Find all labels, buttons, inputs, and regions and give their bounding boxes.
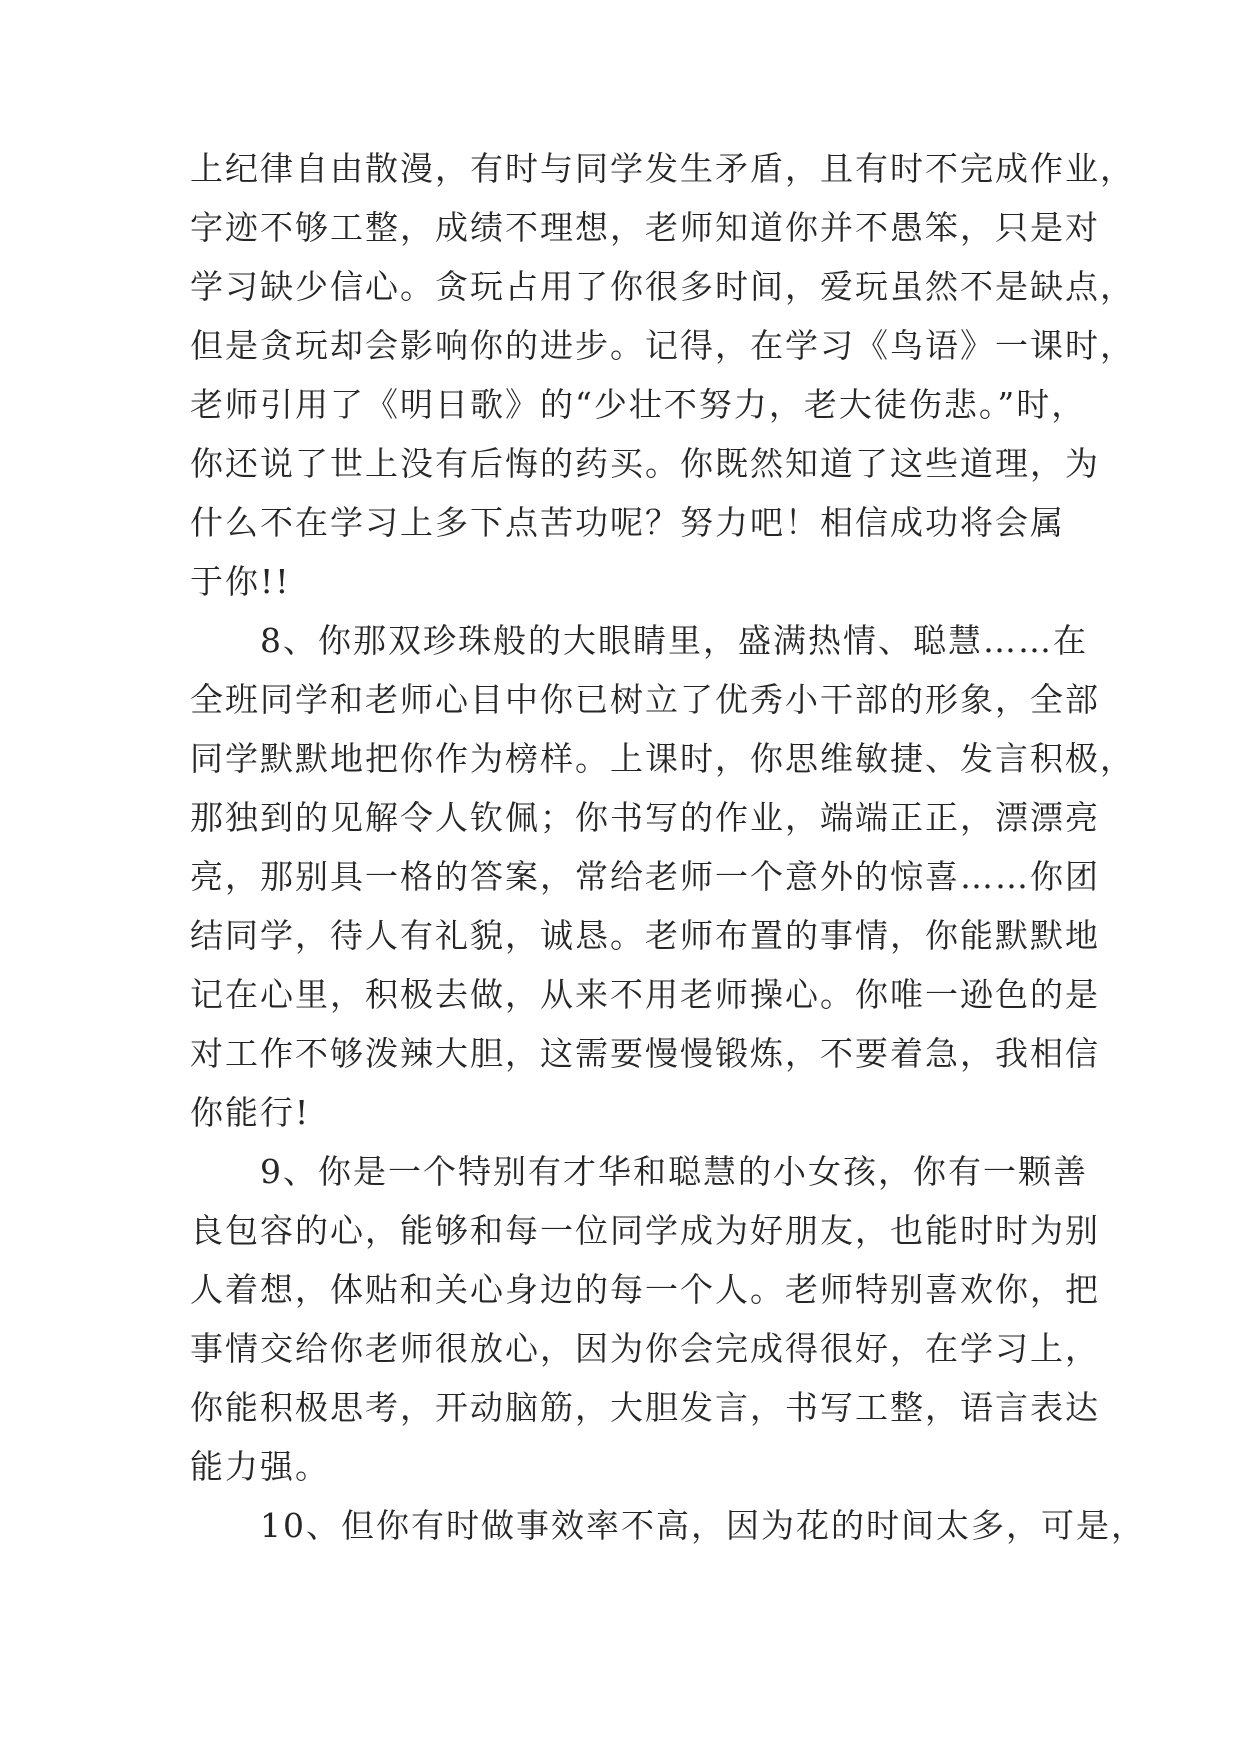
- text-line: 于你!!: [190, 562, 291, 601]
- text-line: 你还说了世上没有后悔的药买。你既然知道了这些道理，为: [190, 444, 1100, 483]
- text-line: 能力强。: [190, 1447, 330, 1486]
- text-line: 对工作不够泼辣大胆，这需要慢慢锻炼，不要着急，我相信: [190, 1034, 1100, 1073]
- text-line: 亮，那别具一格的答案，常给老师一个意外的惊喜……你团: [190, 857, 1100, 896]
- text-line: 那独到的见解令人钦佩；你书写的作业，端端正正，漂漂亮: [190, 798, 1100, 837]
- text-line: 你能积极思考，开动脑筋，大胆发言，书写工整，语言表达: [190, 1388, 1100, 1427]
- text-line: 全班同学和老师心目中你已树立了优秀小干部的形象，全部: [190, 680, 1100, 719]
- text-line: 事情交给你老师很放心，因为你会完成得很好，在学习上，: [190, 1329, 1100, 1368]
- text-line: 学习缺少信心。贪玩占用了你很多时间，爱玩虽然不是缺点，: [190, 267, 1135, 306]
- text-line: 人着想，体贴和关心身边的每一个人。老师特别喜欢你，把: [190, 1270, 1100, 1309]
- text-line: 但是贪玩却会影响你的进步。记得，在学习《鸟语》一课时，: [190, 326, 1135, 365]
- text-line: 结同学，待人有礼貌，诚恳。老师布置的事情，你能默默地: [190, 916, 1100, 955]
- text-line: 字迹不够工整，成绩不理想，老师知道你并不愚笨，只是对: [190, 208, 1100, 247]
- text-line: 记在心里，积极去做，从来不用老师操心。你唯一逊色的是: [190, 975, 1100, 1014]
- text-line: 你能行!: [190, 1093, 311, 1132]
- text-line: 老师引用了《明日歌》的“少壮不努力，老大徒伤悲。”时，: [190, 385, 1087, 424]
- paragraph-first-line: 10、但你有时做事效率不高，因为花的时间太多，可是，: [260, 1506, 1146, 1545]
- text-line: 良包容的心，能够和每一位同学成为好朋友，也能时时为别: [190, 1211, 1100, 1250]
- paragraph-first-line: 8、你那双珍珠般的大眼睛里，盛满热情、聪慧……在: [260, 621, 1088, 660]
- paragraph-first-line: 9、你是一个特别有才华和聪慧的小女孩，你有一颗善: [260, 1152, 1088, 1191]
- text-line: 上纪律自由散漫，有时与同学发生矛盾，且有时不完成作业，: [190, 149, 1135, 188]
- text-line: 什么不在学习上多下点苦功呢？努力吧！相信成功将会属: [190, 503, 1065, 542]
- text-line: 同学默默地把你作为榜样。上课时，你思维敏捷、发言积极，: [190, 739, 1135, 778]
- document-body: [190, 139, 1146, 1555]
